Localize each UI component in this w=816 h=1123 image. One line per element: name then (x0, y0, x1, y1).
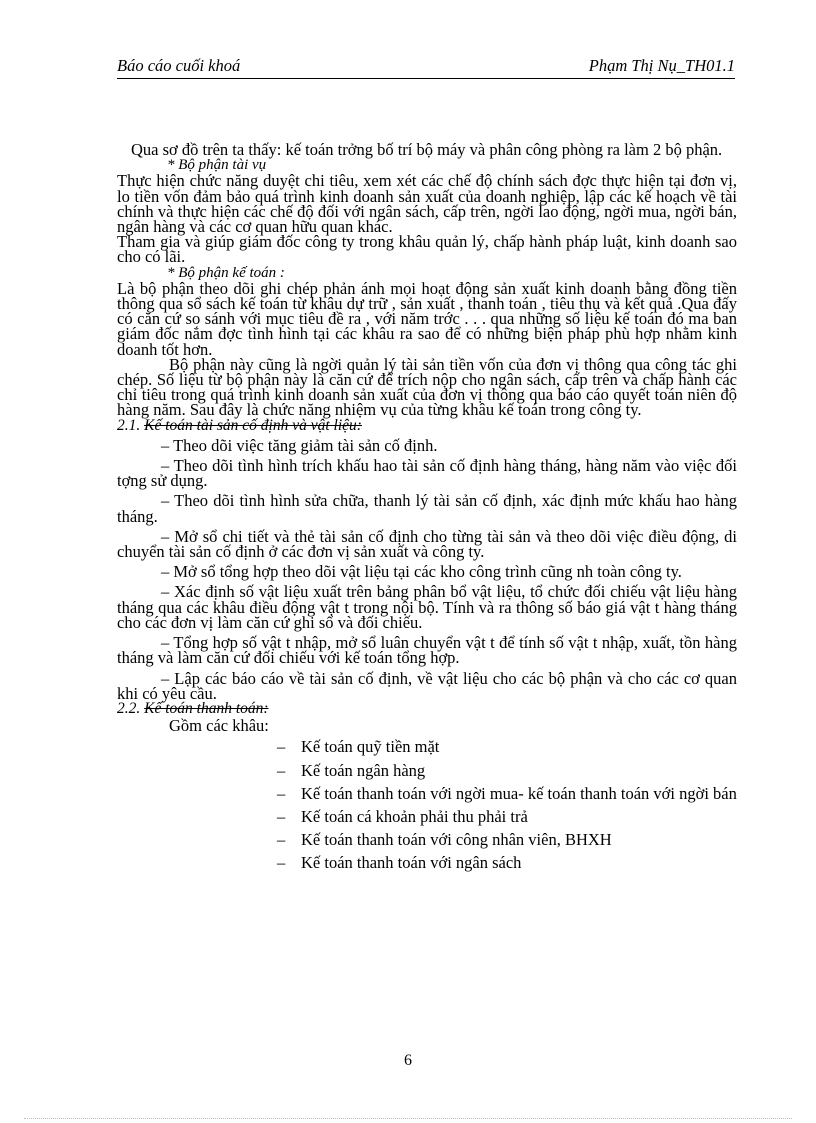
accounting-dept-paragraph-1: Là bộ phận theo dõi ghi chép phản ánh mọi hoạt động sản xuất kinh doanh bằng đồng tiền thông qua sổ sách kế toán từ khâu dự trữ , sản xuất , thanh toán , tiêu thụ và kết quả .Qua đấy có căn cứ so sánh với mục tiêu đề ra , với năm trớc . . . qua những số liệu kế toán đó ma ban giám đốc nắm đợc tình hình tại các khâu ra sao để có những biện pháp phù hợp nhằm kinh doanh tốt hơn. (117, 278, 737, 359)
section-2-1-number: 2.1. (117, 416, 141, 434)
page-number: 6 (404, 1052, 412, 1069)
section-2-2-lead: Gồm các khâu: (169, 716, 269, 736)
section-2-2-title: Kế toán thanh toán: (144, 699, 269, 717)
list-item: – Kế toán quỹ tiền mặt (277, 739, 737, 754)
list-item: – Xác định số vật liệu xuất trên bảng phân bổ vật liệu, tổ chức đối chiếu vật liệu hàng tháng qua các khâu điều động vật t trong nội bộ. Tính và ra thông số báo giá vật t hàng tháng cho các đơn vị làm căn cứ ghi sổ và đối chiếu. (117, 584, 737, 630)
finance-dept-heading: * Bộ phận tài vụ (167, 157, 267, 174)
list-item: – Tổng hợp số vật t nhập, mở sổ luân chuyển vật t để tính số vật t nhập, xuất, tồn hàng tháng và làm căn cứ đối chiếu với kế toán tổng hợp. (117, 635, 737, 665)
list-item: – Kế toán thanh toán với công nhân viên, BHXH (277, 832, 737, 847)
list-item: – Mở sổ tổng hợp theo dõi vật liệu tại các kho công trình cũng nh toàn công ty. (117, 564, 737, 579)
header-report-title: Báo cáo cuối khoá (117, 56, 241, 75)
list-item: – Kế toán thanh toán với ngời mua- kế toán thanh toán với ngời bán (277, 786, 737, 801)
list-item: – Lập các báo cáo về tài sản cố định, về vật liệu cho các bộ phận và cho các cơ quan khi có yêu cầu. (117, 671, 737, 701)
accounting-dept-heading: * Bộ phận kế toán : (167, 264, 285, 281)
header-author: Phạm Thị Nụ_TH01.1 (588, 56, 735, 75)
section-2-2-list (277, 737, 737, 873)
finance-dept-paragraph-2: Tham gia và giúp giám đốc công ty trong khâu quản lý, chấp hành pháp luật, kinh doanh sao cho có lãi. (117, 232, 737, 267)
page-header (117, 56, 735, 79)
section-2-2-number: 2.2. (117, 699, 141, 717)
accounting-dept-paragraph-2: Bộ phận này cũng là ngời quản lý tài sản tiền vốn của đơn vị thông qua công tác ghi chép. Số liệu từ bộ phận này là căn cứ để trích nộp cho ngân sách, cấp trên và chấp hành các chỉ tiêu trong quá trình kinh doanh sản xuất của đơn vị thông qua báo cáo quyết toán niên độ hàng năm. Sau đây là chức năng nhiệm vụ của từng khâu kế toán trong công ty. (117, 354, 737, 420)
list-item: – Theo dõi tình hình sửa chữa, thanh lý tài sản cố định, xác định mức khấu hao hàng tháng. (117, 493, 737, 523)
list-item: – Kế toán cá khoản phải thu phải trả (277, 809, 737, 824)
list-item: – Theo dõi việc tăng giảm tài sản cố định. (117, 438, 737, 453)
finance-dept-paragraph-1: Thực hiện chức năng duyệt chi tiêu, xem xét các chế độ chính sách đợc thực hiện tại đơn vị, lo tiền vốn đảm bảo quá trình kinh doanh sản xuất của doanh nghiệp, lập các kế hoạch về tài chính và thực hiện các chế độ đối với ngân sách, cấp trên, ngời lao động, ngời mua, ngời bán, ngân hàng và các cơ quan hữu quan khác. (117, 171, 737, 237)
section-2-1-list (117, 435, 738, 703)
list-item: – Theo dõi tình hình trích khấu hao tài sản cố định hàng tháng, hàng năm vào việc đối tợng sử dụng. (117, 458, 737, 488)
intro-paragraph: Qua sơ đồ trên ta thấy: kế toán trởng bố trí bộ máy và phân công phòng ra làm 2 bộ phận. (131, 140, 723, 159)
section-2-2-heading (117, 701, 737, 716)
page-bottom-divider (24, 1118, 792, 1119)
list-item: – Kế toán ngân hàng (277, 763, 737, 778)
section-2-1-heading (117, 418, 737, 433)
section-2-1-title: Kế toán tài sản cố định và vật liệu: (144, 416, 362, 434)
page-body (117, 142, 737, 879)
list-item: – Kế toán thanh toán với ngân sách (277, 855, 737, 870)
list-item: – Mở sổ chi tiết và thẻ tài sản cố định cho từng tài sản và theo dõi việc điều động, di chuyển tài sản cố định ở các đơn vị sản xuất và công ty. (117, 529, 737, 559)
